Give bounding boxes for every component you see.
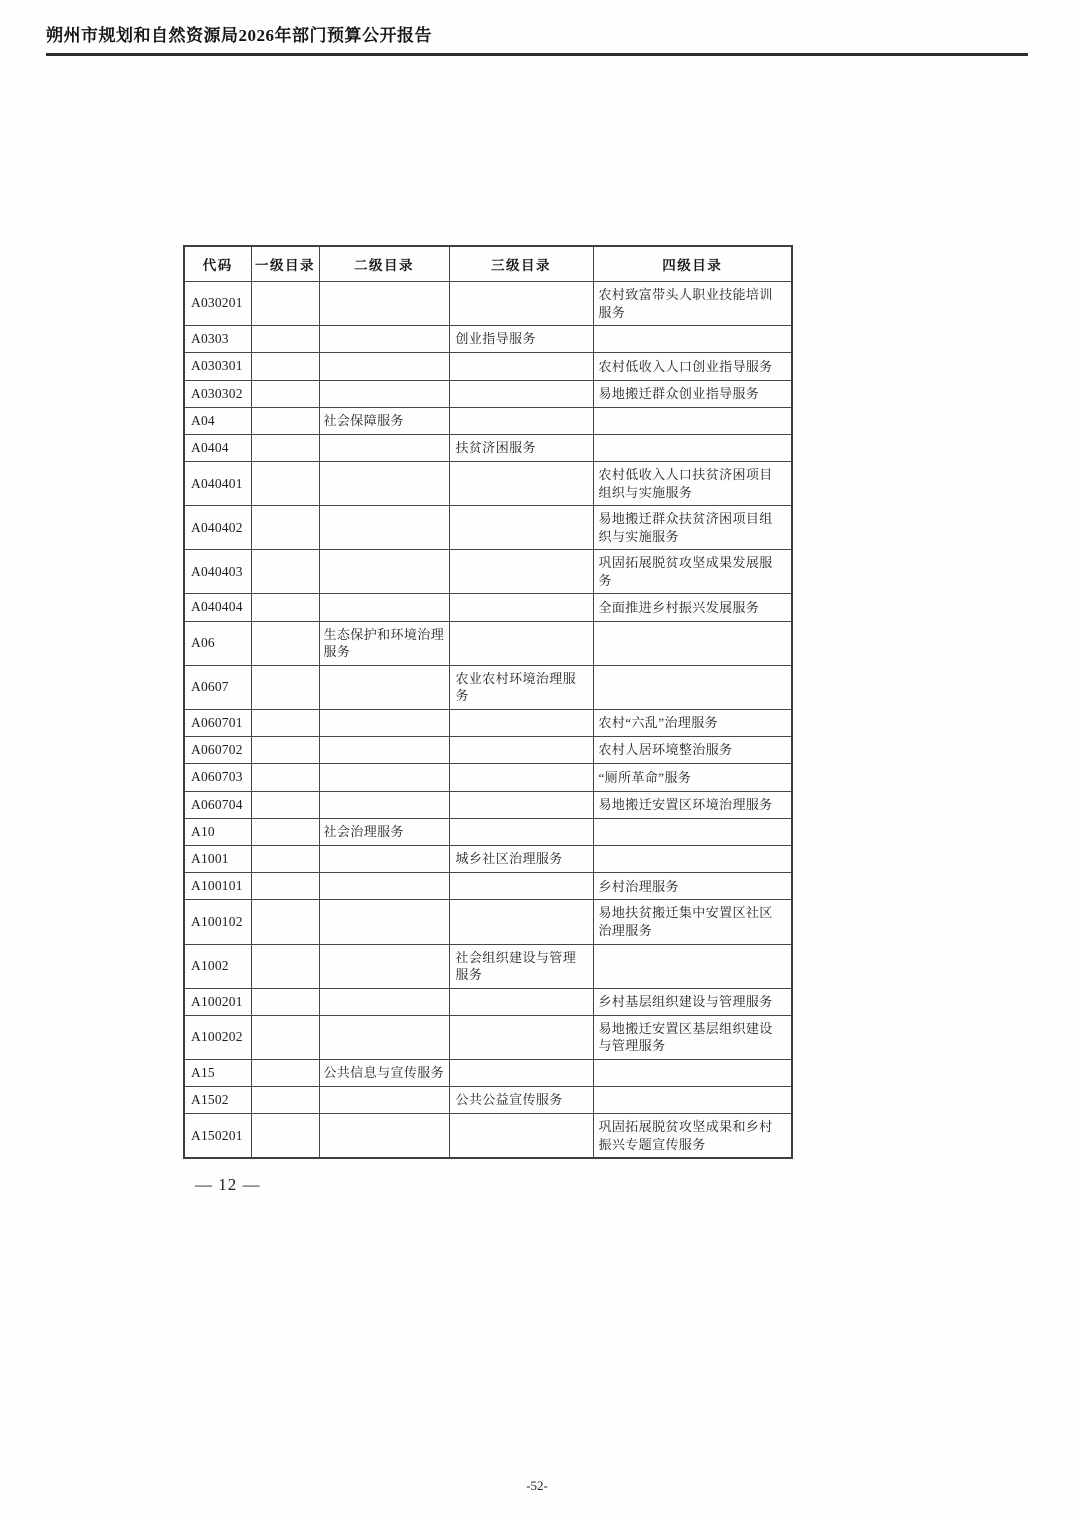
column-header-cell-level1: 一级目录 [251,246,319,282]
table-area [183,245,797,1195]
cell-level3 [449,873,593,900]
cell-code: A030301 [184,353,251,380]
table-row [184,462,792,506]
table-row [184,944,792,988]
cell-level4 [593,845,792,872]
cell-level2: 社会治理服务 [319,818,449,845]
cell-level3: 农业农村环境治理服务 [449,665,593,709]
inner-page-number: — 12 — [195,1175,261,1195]
cell-level3 [449,764,593,791]
cell-level1 [251,1015,319,1059]
cell-level4 [593,1087,792,1114]
table-row [184,988,792,1015]
cell-level3: 公共公益宣传服务 [449,1087,593,1114]
cell-level4: 易地搬迁安置区环境治理服务 [593,791,792,818]
table-row [184,380,792,407]
table-row [184,353,792,380]
cell-level1 [251,462,319,506]
cell-level2 [319,709,449,736]
cell-level2 [319,550,449,594]
cell-level1 [251,326,319,353]
cell-level4: 全面推进乡村振兴发展服务 [593,594,792,621]
cell-level2 [319,506,449,550]
cell-level4 [593,818,792,845]
cell-code: A0404 [184,434,251,461]
table-row [184,621,792,665]
cell-level2 [319,944,449,988]
cell-code: A060704 [184,791,251,818]
cell-level1 [251,791,319,818]
cell-level2: 社会保障服务 [319,407,449,434]
cell-level2 [319,988,449,1015]
table-row [184,1059,792,1086]
table-row [184,900,792,944]
cell-level3: 城乡社区治理服务 [449,845,593,872]
cell-level1 [251,873,319,900]
column-header-cell-level4: 四级目录 [593,246,792,282]
cell-level1 [251,380,319,407]
table-row [184,845,792,872]
cell-level2 [319,1114,449,1159]
cell-code: A030201 [184,282,251,326]
cell-level3 [449,709,593,736]
cell-level2 [319,462,449,506]
table-row [184,407,792,434]
cell-level2 [319,845,449,872]
cell-level1 [251,594,319,621]
cell-code: A1001 [184,845,251,872]
cell-code: A040401 [184,462,251,506]
table-body [184,282,792,1159]
cell-level3 [449,737,593,764]
cell-level4: 巩固拓展脱贫攻坚成果和乡村振兴专题宣传服务 [593,1114,792,1159]
cell-level3 [449,818,593,845]
cell-level4: 农村致富带头人职业技能培训服务 [593,282,792,326]
cell-code: A030302 [184,380,251,407]
cell-level3 [449,1059,593,1086]
cell-level4: “厕所革命”服务 [593,764,792,791]
cell-level3 [449,791,593,818]
cell-level1 [251,709,319,736]
cell-level4: 农村低收入人口扶贫济困项目组织与实施服务 [593,462,792,506]
cell-level2 [319,282,449,326]
table-row [184,873,792,900]
cell-level4 [593,326,792,353]
table-row [184,1087,792,1114]
table-row [184,1015,792,1059]
cell-level2 [319,326,449,353]
cell-code: A060702 [184,737,251,764]
cell-level2 [319,353,449,380]
cell-level3: 创业指导服务 [449,326,593,353]
document-header [46,26,1028,56]
table-row [184,665,792,709]
cell-level1 [251,1087,319,1114]
cell-code: A0303 [184,326,251,353]
cell-level3 [449,380,593,407]
cell-level2 [319,380,449,407]
cell-level2 [319,1015,449,1059]
table-row [184,434,792,461]
table-row [184,282,792,326]
table-row [184,764,792,791]
cell-level1 [251,988,319,1015]
cell-level1 [251,1114,319,1159]
cell-level1 [251,737,319,764]
cell-code: A040402 [184,506,251,550]
cell-level1 [251,845,319,872]
cell-code: A10 [184,818,251,845]
cell-code: A150201 [184,1114,251,1159]
cell-level2: 公共信息与宣传服务 [319,1059,449,1086]
cell-level2 [319,665,449,709]
cell-level4: 农村人居环境整治服务 [593,737,792,764]
table-row [184,550,792,594]
cell-level4 [593,1059,792,1086]
cell-level1 [251,621,319,665]
cell-level4 [593,621,792,665]
cell-level4 [593,944,792,988]
cell-level3 [449,353,593,380]
cell-level4: 农村“六乱”治理服务 [593,709,792,736]
cell-code: A100101 [184,873,251,900]
cell-code: A100102 [184,900,251,944]
cell-level3 [449,621,593,665]
cell-level1 [251,434,319,461]
cell-level4: 乡村治理服务 [593,873,792,900]
cell-level1 [251,506,319,550]
cell-code: A060701 [184,709,251,736]
cell-level4: 农村低收入人口创业指导服务 [593,353,792,380]
cell-level3 [449,407,593,434]
table-row [184,818,792,845]
cell-level4: 易地搬迁群众扶贫济困项目组织与实施服务 [593,506,792,550]
cell-level4: 巩固拓展脱贫攻坚成果发展服务 [593,550,792,594]
cell-level3 [449,506,593,550]
cell-level2: 生态保护和环境治理服务 [319,621,449,665]
report-title: 朔州市规划和自然资源局2026年部门预算公开报告 [46,26,432,45]
cell-code: A06 [184,621,251,665]
cell-level2 [319,434,449,461]
table-row [184,791,792,818]
cell-level4: 易地搬迁群众创业指导服务 [593,380,792,407]
cell-level1 [251,550,319,594]
table-row [184,1114,792,1159]
cell-level3 [449,462,593,506]
table-row-header [184,246,792,282]
table-row [184,506,792,550]
column-header-cell-level3: 三级目录 [449,246,593,282]
cell-code: A0607 [184,665,251,709]
cell-level3 [449,550,593,594]
cell-level1 [251,944,319,988]
footer-page-number: -52- [526,1478,548,1493]
cell-level3 [449,988,593,1015]
cell-level2 [319,764,449,791]
table-row [184,737,792,764]
table-row [184,326,792,353]
cell-level4: 易地搬迁安置区基层组织建设与管理服务 [593,1015,792,1059]
cell-code: A15 [184,1059,251,1086]
table-row [184,594,792,621]
table-header-row [184,246,792,282]
cell-level4 [593,665,792,709]
cell-level4: 易地扶贫搬迁集中安置区社区治理服务 [593,900,792,944]
cell-level2 [319,873,449,900]
cell-level4 [593,434,792,461]
cell-level4 [593,407,792,434]
column-header-cell-level2: 二级目录 [319,246,449,282]
cell-level2 [319,900,449,944]
cell-code: A040404 [184,594,251,621]
cell-level1 [251,407,319,434]
cell-level3: 社会组织建设与管理服务 [449,944,593,988]
cell-level1 [251,764,319,791]
column-header-cell-code: 代码 [184,246,251,282]
cell-level1 [251,900,319,944]
cell-code: A1502 [184,1087,251,1114]
cell-level3 [449,1015,593,1059]
cell-level2 [319,737,449,764]
cell-code: A04 [184,407,251,434]
cell-level1 [251,353,319,380]
cell-code: A100202 [184,1015,251,1059]
cell-level2 [319,1087,449,1114]
cell-code: A100201 [184,988,251,1015]
cell-code: A1002 [184,944,251,988]
cell-level3 [449,282,593,326]
cell-code: A040403 [184,550,251,594]
cell-level1 [251,665,319,709]
cell-code: A060703 [184,764,251,791]
cell-level1 [251,1059,319,1086]
cell-level4: 乡村基层组织建设与管理服务 [593,988,792,1015]
cell-level3 [449,1114,593,1159]
cell-level3 [449,900,593,944]
cell-level1 [251,818,319,845]
cell-level1 [251,282,319,326]
cell-level2 [319,791,449,818]
service-catalog-table [183,245,793,1159]
table-row [184,709,792,736]
cell-level3 [449,594,593,621]
cell-level3: 扶贫济困服务 [449,434,593,461]
cell-level2 [319,594,449,621]
